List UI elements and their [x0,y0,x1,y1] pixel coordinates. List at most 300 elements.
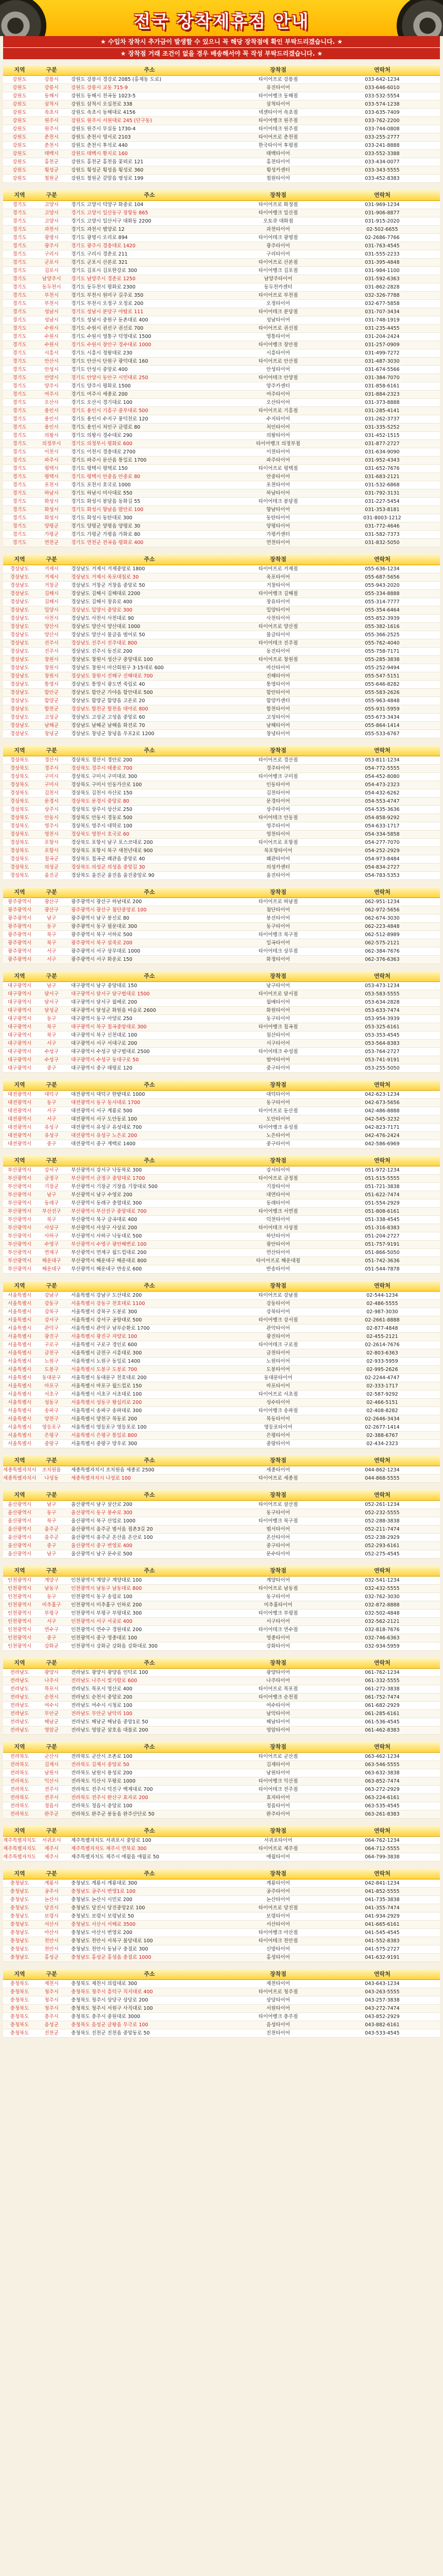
region-cell: 경상북도 [10,823,29,829]
phone-cell: 041-852-5555 [365,1889,400,1894]
district-cell: 구미시 [44,774,59,779]
shop-cell: 창녕타이어 [266,731,290,737]
shop-cell: 안성타이어 [266,367,290,372]
phone-cell: 055-943-2020 [365,583,400,588]
region-cell: 서울특별시 [8,1375,31,1381]
district-cell: 용인시 [44,425,59,430]
region-cell: 인천광역시 [8,1611,31,1616]
table-row [3,623,440,631]
address-cell: 충청남도 홍성군 홍성읍 충절로 1000 [71,1955,151,1960]
column-header: 장착점 [270,192,286,198]
shop-cell: 타이어테크 구로점 [258,1342,298,1348]
district-cell: 남해군 [44,723,59,728]
region-cell: 전라남도 [10,1703,29,1708]
address-cell: 제주특별자치도 서귀포시 중앙로 100 [71,1838,151,1843]
address-cell: 경기도 파주시 문산읍 통일로 1700 [71,457,147,463]
region-cell: 부산광역시 [8,1242,31,1247]
shop-cell: 신방타이어 [266,1946,290,1952]
shop-cell: 타이어뱅크 동해점 [258,93,298,99]
region-table [3,1826,440,1861]
district-cell: 남원시 [44,1770,59,1776]
phone-cell: 055-354-6464 [365,607,400,613]
shop-cell: 여수타이어 [266,1703,290,1708]
district-cell: 창원시 [44,665,59,671]
table-row [3,1064,440,1073]
district-cell: 강북구 [44,1309,59,1315]
region-cell: 대전광역시 [8,1125,31,1130]
district-cell: 달서구 [44,991,59,997]
region-cell: 충청남도 [10,1938,29,1944]
table-row [3,956,440,964]
district-cell: 함양군 [44,698,59,704]
phone-cell: 044-868-5555 [365,1476,400,1481]
district-cell: 보령시 [44,1913,59,1919]
table-row [3,498,440,506]
table-row [3,1753,440,1761]
table-row [3,1241,440,1249]
shop-cell: 은평타이어 [266,1433,290,1438]
district-cell: 삼척시 [44,101,59,107]
phone-cell: 055-285-3838 [365,657,400,663]
district-cell: 해운대구 [42,1258,61,1264]
phone-cell: 031-384-7070 [365,375,400,381]
region-cell: 서울특별시 [8,1293,31,1298]
table-row [3,1921,440,1929]
phone-cell: 051-338-4545 [365,1217,400,1223]
table-row [3,1140,440,1148]
region-cell: 경기도 [12,490,27,496]
phone-cell: 053-353-4545 [365,1032,400,1038]
table-row [3,1693,440,1702]
table-row [3,473,440,481]
shop-cell: 효자타이어 [266,1795,290,1801]
shop-cell: 타이어프로 삼산점 [258,1502,298,1507]
table-row [3,648,440,656]
region-cell: 경상북도 [10,807,29,812]
phone-cell: 02-995-2626 [366,1367,398,1372]
address-cell: 대전광역시 유성구 노은로 200 [71,1133,138,1139]
region-cell: 광주광역시 [8,948,31,954]
table-row [3,1048,440,1056]
column-header: 지역 [14,1282,25,1289]
phone-cell: 063-224-6161 [365,1795,400,1801]
district-cell: 대덕구 [44,1092,59,1097]
shop-cell: 동탄타이어 [266,515,290,521]
region-cell: 경기도 [12,375,27,381]
address-cell: 경상북도 김천시 자산로 150 [71,790,132,796]
region-cell: 경기도 [12,235,27,241]
district-cell: 양주시 [44,383,59,389]
address-cell: 경상남도 창녕군 창녕읍 우포2로 1200 [71,731,155,737]
address-cell: 경기도 광주시 경충대로 1420 [71,243,136,249]
phone-cell: 02-987-3030 [366,1309,398,1315]
column-header: 장착점 [270,1870,286,1877]
column-header: 장착점 [270,1492,286,1498]
shop-cell: 타이어뱅크 일산점 [258,210,298,216]
table-row [3,1440,440,1448]
district-cell: 청주시 [44,1997,59,2003]
address-cell: 전라남도 목포시 영산로 400 [71,1686,132,1692]
address-cell: 대구광역시 수성구 달구벌대로 2500 [71,1049,150,1055]
phone-cell: 062-376-6363 [365,957,400,962]
phone-cell: 053-764-2727 [365,1049,400,1055]
region-table [3,190,440,547]
phone-cell: 061-285-6161 [365,1711,400,1717]
column-header: 지역 [14,889,25,895]
address-cell: 경기도 고양시 덕양구 화중로 104 [71,202,144,208]
address-cell: 충청남도 서산시 서해로 3500 [71,1922,136,1927]
table-row [3,1166,440,1175]
district-cell: 달서구 [44,999,59,1005]
region-cell: 부산광역시 [8,1192,31,1198]
table-body [3,1466,440,1483]
region-cell: 경상남도 [10,715,29,720]
table-row [3,456,440,465]
column-header: 구분 [46,1827,57,1834]
table-row [3,756,440,765]
shop-cell: 타이어뱅크 장안점 [258,342,298,348]
table-row [3,432,440,440]
region-cell: 충청북도 [10,1981,29,1987]
phone-cell: 052-275-4545 [365,1551,400,1557]
address-cell: 경상남도 양산시 물금읍 범어로 50 [71,632,145,638]
phone-cell: 042-823-7171 [365,1125,400,1130]
table-row [3,1937,440,1945]
district-cell: 남동구 [44,1586,59,1591]
district-cell: 금정구 [44,1176,59,1181]
table-row [3,1945,440,1954]
phone-cell: 054-633-1717 [365,823,400,829]
district-cell: 광명시 [44,235,59,241]
shop-cell: 타이어뱅크 부평점 [258,1611,298,1616]
address-cell: 인천광역시 남동구 남동대로 800 [71,1586,142,1591]
region-cell: 강원도 [12,176,27,181]
address-cell: 대구광역시 중구 태평로 120 [71,1065,132,1071]
district-cell: 익산시 [44,1778,59,1784]
district-cell: 구미시 [44,782,59,788]
table-row [3,1609,440,1618]
region-cell: 대전광역시 [8,1108,31,1114]
region-cell: 전라북도 [10,1811,29,1817]
region-cell: 경상남도 [10,574,29,580]
column-header: 지역 [14,1157,25,1164]
table-row [3,514,440,522]
table-body [3,1879,440,1962]
table-row [3,1391,440,1399]
table-body [3,1091,440,1148]
table-row [3,1132,440,1140]
address-cell: 경상남도 거제시 옥포대첩로 30 [71,574,139,580]
table-row [3,399,440,407]
address-cell: 전라북도 군산시 조촌로 100 [71,1754,132,1759]
district-cell: 강서구 [44,1167,59,1173]
address-cell: 부산광역시 사하구 낙동대로 500 [71,1233,142,1239]
phone-cell: 055-382-1616 [365,624,400,630]
phone-cell: 031-592-6363 [365,276,400,282]
address-cell: 경상북도 구미시 구미대로 300 [71,774,138,779]
shop-cell: 타이어뱅크 원주점 [258,118,298,124]
address-cell: 경기도 용인시 처인구 금령로 80 [71,425,141,430]
phone-cell: 051-622-7474 [365,1192,400,1198]
table-row [3,789,440,798]
shop-cell: 남구타이어 [266,983,290,989]
shop-cell: 타이어프로 남동점 [258,1586,298,1591]
district-cell: 수원시 [44,342,59,348]
district-cell: 조치원읍 [42,1467,61,1473]
district-cell: 마포구 [44,1383,59,1389]
district-cell: 여주시 [44,392,59,397]
region-cell: 부산광역시 [8,1184,31,1190]
region-cell: 충청남도 [10,1946,29,1952]
shop-cell: 하단타이어 [266,1233,290,1239]
shop-cell: 목동타이어 [266,1416,290,1422]
phone-cell: 054-553-4747 [365,799,400,804]
address-cell: 서울특별시 구로구 경인로 600 [71,1342,138,1348]
shop-cell: 노은타이어 [266,1133,290,1139]
table-row [3,590,440,598]
phone-cell: 031-877-2727 [365,441,400,447]
address-cell: 광주광역시 북구 설죽로 200 [71,940,132,946]
address-cell: 충청남도 논산시 시민로 200 [71,1897,132,1903]
shop-cell: 강서타이어 [266,1167,290,1173]
shop-cell: 제천타이어 [266,1981,290,1987]
column-header: 구분 [46,1282,57,1289]
shop-cell: 남원타이어 [266,1770,290,1776]
region-cell: 광주광역시 [8,916,31,921]
shop-cell: 대덕타이어 [266,1092,290,1097]
district-cell: 함안군 [44,690,59,696]
phone-cell: 061-332-5555 [365,1678,400,1684]
district-cell: 노원구 [44,1359,59,1364]
region-cell: 경상남도 [10,591,29,597]
column-header: 구분 [46,1457,57,1464]
column-header: 주소 [144,192,155,198]
region-cell: 울산광역시 [8,1527,31,1532]
district-cell: 문경시 [44,799,59,804]
shop-cell: 가평카센터 [266,532,290,537]
address-cell: 경상남도 사천시 사천대로 90 [71,616,134,621]
shop-cell: 안중타이어 [266,474,290,480]
column-header: 연락처 [374,1157,390,1164]
region-cell: 대전광역시 [8,1141,31,1147]
phone-cell: 055-314-7777 [365,599,400,605]
shop-cell: 태백타이어 [266,151,290,157]
table-row [3,283,440,292]
district-cell: 안산시 [44,359,59,364]
table-row [3,639,440,648]
column-header: 구분 [46,973,57,979]
phone-cell: 043-263-5555 [365,1989,400,1995]
shop-cell: 광진타이어 [266,1334,290,1340]
table-row [3,1056,440,1064]
phone-cell: 031-555-2233 [365,251,400,257]
table-row [3,1031,440,1040]
shop-cell: 타이어뱅크 유성점 [258,1125,298,1130]
shop-cell: 성남타이어 [266,317,290,323]
address-cell: 울산광역시 울주군 온산읍 온산로 100 [71,1535,153,1540]
region-cell: 제주특별자치도 [3,1838,36,1843]
region-cell: 울산광역시 [8,1543,31,1549]
table-row [3,1726,440,1735]
region-cell: 강원도 [12,134,27,140]
district-cell: 철원군 [44,176,59,181]
address-cell: 부산광역시 북구 금곡대로 400 [71,1217,138,1223]
column-header: 장착점 [270,747,286,754]
table-row [3,1407,440,1415]
phone-cell: 063-261-8383 [365,1811,400,1817]
shop-cell: 상주타이어 [266,807,290,812]
phone-cell: 031-952-4343 [365,457,400,463]
table-header [3,887,440,898]
table-body [3,1577,440,1651]
phone-cell: 043-882-6161 [365,2022,400,2028]
shop-cell: 함양카센터 [266,698,290,704]
region-table [3,1658,440,1735]
phone-cell: 062-223-4848 [365,924,400,929]
region-cell: 경기도 [12,268,27,274]
district-cell: 해운대구 [42,1266,61,1272]
district-cell: 금천구 [44,1350,59,1356]
address-cell: 전라남도 나주시 빛가람로 600 [71,1678,138,1684]
region-cell: 경기도 [12,359,27,364]
region-cell: 강원도 [12,101,27,107]
shop-cell: 김제타이어 [266,1762,290,1768]
shop-cell: 한국타이어 후평점 [258,143,298,148]
column-header: 주소 [144,1282,155,1289]
district-cell: 남구 [46,916,57,921]
shop-cell: 타이어뱅크 익산점 [258,1778,298,1784]
column-header: 지역 [14,1659,25,1666]
phone-cell: 033-635-7409 [365,110,400,115]
table-row [3,1208,440,1216]
address-cell: 대구광역시 북구 신천대로 100 [71,1032,138,1038]
address-cell: 전라남도 광양시 광양읍 인덕로 100 [71,1670,148,1675]
table-row [3,209,440,217]
shop-cell: 광양타이어 [266,1670,290,1675]
shop-cell: 강동타이어 [266,1301,290,1307]
shop-cell: 타이어프로 금정점 [258,1176,298,1181]
district-cell: 홍천군 [44,159,59,165]
district-cell: 제주시 [44,1846,59,1852]
phone-cell: 055-583-2626 [365,690,400,696]
phone-cell: 031-262-3737 [365,416,400,422]
address-cell: 경상북도 영주시 대학로 100 [71,823,132,829]
column-header: 연락처 [374,973,390,979]
table-row [3,982,440,990]
district-cell: 김해시 [44,591,59,597]
district-cell: 포천시 [44,482,59,488]
district-cell: 서산시 [44,1922,59,1927]
column-header: 주소 [144,1567,155,1574]
address-cell: 서울특별시 중랑구 망우로 300 [71,1441,138,1447]
district-cell: 연수구 [44,1627,59,1633]
table-header [3,1742,440,1753]
district-cell: 논산시 [44,1897,59,1903]
region-table [3,1742,440,1819]
address-cell: 서울특별시 동대문구 천호대로 200 [71,1375,147,1381]
district-cell: 밀양시 [44,607,59,613]
region-cell: 대구광역시 [8,1041,31,1046]
table-row [3,1601,440,1609]
district-cell: 미추홀구 [42,1602,61,1608]
shop-cell: 타이어뱅크 서면점 [258,1209,298,1214]
shop-cell: 타이어프로 화정점 [258,202,298,208]
phone-cell: 031-499-7272 [365,350,400,356]
phone-cell: 051-544-7878 [365,1266,400,1272]
column-header: 주소 [144,556,155,563]
column-header: 지역 [14,1081,25,1088]
shop-cell: 타이어프로 춘천점 [258,134,298,140]
address-cell: 경기도 성남시 분당구 야탑로 111 [71,309,144,315]
district-cell: 동두천시 [42,284,61,290]
region-cell: 경기도 [12,449,27,455]
region-cell: 광주광역시 [8,899,31,905]
phone-cell: 055-762-4040 [365,640,400,646]
column-header: 지역 [14,1870,25,1877]
table-row [3,998,440,1007]
district-cell: 목포시 [44,1686,59,1692]
table-row [3,730,440,738]
table-row [3,1980,440,1988]
district-cell: 달성군 [44,1008,59,1013]
region-cell: 강원도 [12,93,27,99]
address-cell: 울산광역시 남구 삼산로 200 [71,1502,132,1507]
phone-cell: 041-545-4545 [365,1930,400,1936]
table-row [3,1777,440,1786]
address-cell: 경상북도 의성군 의성읍 중앙길 30 [71,865,145,870]
phone-cell: 055-758-7171 [365,649,400,654]
region-cell: 세종특별자치시 [3,1467,36,1473]
phone-cell: 033-642-1234 [365,77,400,82]
address-cell: 경기도 화성시 향남읍 발안로 100 [71,507,144,513]
column-header: 구분 [46,1743,57,1750]
shop-cell: 타이어테크 전주점 [258,1787,298,1792]
table-row [3,2021,440,2029]
table-row [3,292,440,300]
table-row [3,1718,440,1726]
shop-cell: 서귀포타이어 [264,1838,293,1843]
address-cell: 강원도 동해시 천곡동 1023-5 [71,93,136,99]
column-header: 구분 [46,747,57,754]
table-header [3,1080,440,1091]
table-row [3,773,440,781]
table-row [3,1794,440,1802]
address-cell: 충청남도 당진시 당진중앙2로 100 [71,1905,145,1911]
district-cell: 나주시 [44,1678,59,1684]
phone-cell: 032-562-2121 [365,1619,400,1624]
region-cell: 광주광역시 [8,957,31,962]
region-cell: 서울특별시 [8,1326,31,1331]
region-table [3,554,440,738]
address-cell: 전라북도 전주시 완산구 효자로 200 [71,1795,148,1801]
address-cell: 경기도 김포시 김포한강로 300 [71,268,138,274]
address-cell: 울산광역시 중구 번영로 400 [71,1543,132,1549]
region-cell: 경기도 [12,383,27,389]
shop-cell: 타이어프로 제주점 [258,1846,298,1852]
column-header: 장착점 [270,1081,286,1088]
phone-cell: 044-862-1234 [365,1467,400,1473]
district-cell: 안동시 [44,815,59,821]
region-cell: 대구광역시 [8,1016,31,1022]
region-cell: 경상남도 [10,566,29,572]
phone-cell: 054-432-6262 [365,790,400,796]
district-cell: 홍성군 [44,1955,59,1960]
table-row [3,573,440,582]
table-row [3,366,440,374]
district-cell: 영암군 [44,1727,59,1733]
region-cell: 경상남도 [10,649,29,654]
column-header: 연락처 [374,1492,390,1498]
